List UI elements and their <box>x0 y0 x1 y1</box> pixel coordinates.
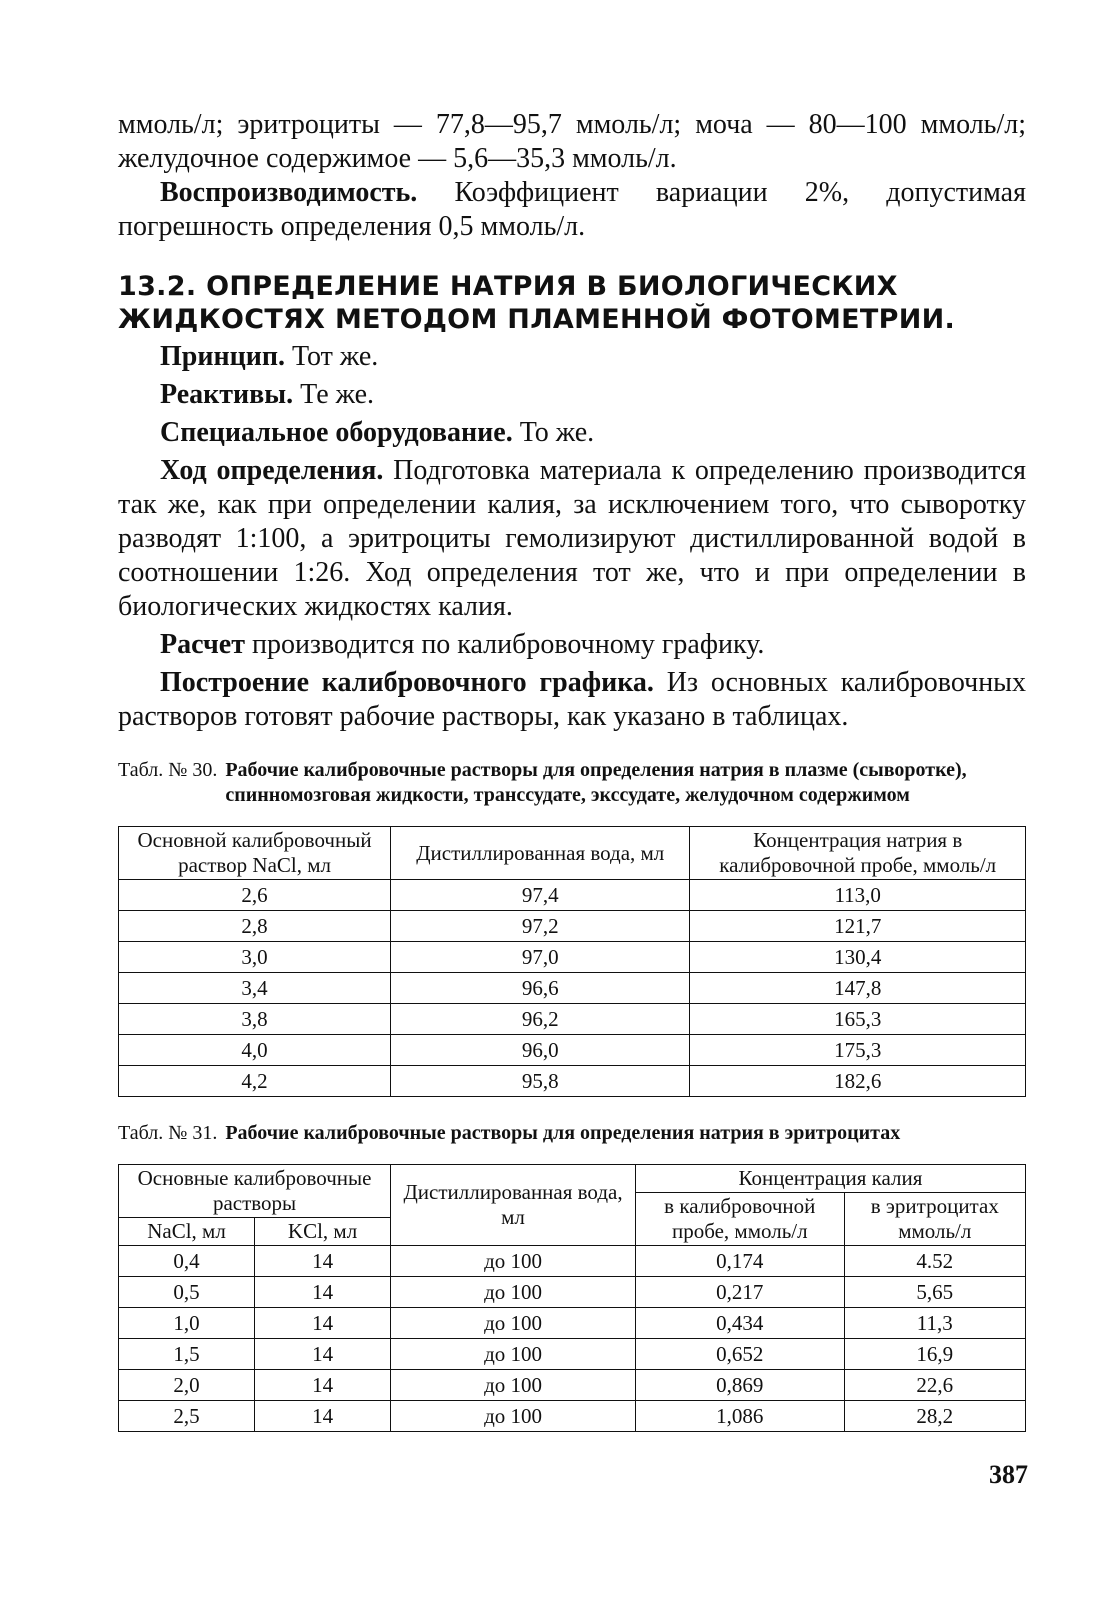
table-row <box>119 942 1026 973</box>
table-cell: 2,0 <box>119 1370 255 1401</box>
table-row <box>119 911 1026 942</box>
table30-caption <box>118 758 1026 808</box>
table-cell: 1,0 <box>119 1308 255 1339</box>
table30-label: Табл. № 30. <box>118 759 218 781</box>
table-row <box>119 1277 1026 1308</box>
table31-header-kcl: KCl, мл <box>255 1218 391 1246</box>
table-cell: до 100 <box>391 1339 636 1370</box>
table31-header-probe: в калибровочной пробе, ммоль/л <box>635 1193 844 1246</box>
text-reproducibility: Коэффициент вариации 2%, допустимая погрешность определения 0,5 ммоль/л. <box>118 177 1026 242</box>
table-cell: 28,2 <box>844 1401 1025 1432</box>
paragraph-reproducibility <box>118 176 1026 244</box>
table-row <box>119 973 1026 1004</box>
table31-header-basic: Основные калибровочные растворы <box>119 1165 391 1218</box>
table-cell: 182,6 <box>690 1066 1026 1097</box>
table-cell: 175,3 <box>690 1035 1026 1066</box>
table-cell: 14 <box>255 1277 391 1308</box>
table-cell: 3,4 <box>119 973 391 1004</box>
table-cell: 14 <box>255 1339 391 1370</box>
table31-header-row-1 <box>119 1165 1026 1193</box>
lead-reagents: Реактивы. <box>160 379 294 410</box>
table-cell: 16,9 <box>844 1339 1025 1370</box>
lead-principle: Принцип. <box>160 341 286 372</box>
text-equipment: То же. <box>512 417 595 448</box>
table-cell: 0,652 <box>635 1339 844 1370</box>
table-cell: 96,0 <box>391 1035 690 1066</box>
table-cell: 0,174 <box>635 1246 844 1277</box>
table31-header-nacl: NaCl, мл <box>119 1218 255 1246</box>
paragraph-reagents <box>118 378 1026 412</box>
page-content <box>118 108 1026 1432</box>
table-cell: 130,4 <box>690 942 1026 973</box>
table31-label: Табл. № 31. <box>118 1122 218 1144</box>
table-row <box>119 1035 1026 1066</box>
table30-header-concentration: Концентрация натрия в калибровочной пробе, ммоль/л <box>690 827 1026 880</box>
text-calibration-graph: Из основных калибровочных растворов готовят рабочие растворы, как указано в таблицах. <box>118 667 1026 732</box>
table-cell: 5,65 <box>844 1277 1025 1308</box>
lead-calculation: Расчет <box>160 629 245 660</box>
table-row <box>119 880 1026 911</box>
paragraph-reference-values: ммоль/л; эритроциты — 77,8—95,7 ммоль/л; моча — 80—100 ммоль/л; желудочное содержимое — 5,6—35,3 ммоль/л. <box>118 109 1026 174</box>
table30-header-row <box>119 827 1026 880</box>
table-cell: 4,2 <box>119 1066 391 1097</box>
table-cell: 96,2 <box>391 1004 690 1035</box>
table-row <box>119 1308 1026 1339</box>
table-cell: 0,4 <box>119 1246 255 1277</box>
page-number: 387 <box>989 1460 1028 1489</box>
lead-calibration-graph: Построение калибровочного графика. <box>160 667 654 698</box>
table31-title: Рабочие калибровочные растворы для определения натрия в эритроцитах <box>225 1122 901 1144</box>
table-cell: 11,3 <box>844 1308 1025 1339</box>
table-row <box>119 1066 1026 1097</box>
table-cell: до 100 <box>391 1370 636 1401</box>
table-cell: 4,0 <box>119 1035 391 1066</box>
table-cell: 3,0 <box>119 942 391 973</box>
table-cell: до 100 <box>391 1308 636 1339</box>
section-heading-text: 13.2. ОПРЕДЕЛЕНИЕ НАТРИЯ В БИОЛОГИЧЕСКИХ ЖИДКОСТЯХ МЕТОДОМ ПЛАМЕННОЙ ФОТОМЕТРИИ. <box>118 271 956 335</box>
table-cell: 97,2 <box>391 911 690 942</box>
table-cell: 1,5 <box>119 1339 255 1370</box>
table-cell: 95,8 <box>391 1066 690 1097</box>
table-row <box>119 1401 1026 1432</box>
paragraph-equipment <box>118 416 1026 450</box>
table-cell: 97,0 <box>391 942 690 973</box>
paragraph-principle <box>118 340 1026 374</box>
paragraph-procedure <box>118 454 1026 624</box>
table-cell: 4.52 <box>844 1246 1025 1277</box>
lead-procedure: Ход определения. <box>160 455 384 486</box>
table-cell: 2,8 <box>119 911 391 942</box>
table-row <box>119 1370 1026 1401</box>
table-cell: 97,4 <box>391 880 690 911</box>
table-cell: 2,5 <box>119 1401 255 1432</box>
table-cell: 14 <box>255 1308 391 1339</box>
table-cell: 121,7 <box>690 911 1026 942</box>
text-principle: Тот же. <box>285 341 379 372</box>
table31-caption <box>118 1121 1026 1146</box>
table-cell: 1,086 <box>635 1401 844 1432</box>
table31 <box>118 1164 1026 1432</box>
table-cell: до 100 <box>391 1277 636 1308</box>
text-calculation: производится по калибровочному графику. <box>244 629 765 660</box>
table-cell: 22,6 <box>844 1370 1025 1401</box>
table30-title: Рабочие калибровочные растворы для определения натрия в плазме (сыворотке), спинномозговая жидкости, транссудате, экссудате, желудочном содержимом <box>225 759 967 806</box>
table31-header-erythrocytes: в эритроцитах ммоль/л <box>844 1193 1025 1246</box>
table-cell: 14 <box>255 1401 391 1432</box>
table-cell: 0,217 <box>635 1277 844 1308</box>
text-procedure: Подготовка материала к определению производится так же, как при определении калия, за исключением того, что сыворотку разводят 1:100, а эритроциты гемолизируют дистиллированной водой в соотношении 1:26. Ход определения тот же, что и при определении в биологических жидкостях калия. <box>118 455 1027 622</box>
table-cell: до 100 <box>391 1246 636 1277</box>
table31-header-concentration: Концентрация калия <box>635 1165 1025 1193</box>
table-cell: 147,8 <box>690 973 1026 1004</box>
table-cell: 0,5 <box>119 1277 255 1308</box>
table-cell: 14 <box>255 1246 391 1277</box>
table-cell: 0,869 <box>635 1370 844 1401</box>
table31-header-water: Дистиллированная вода, мл <box>391 1165 636 1246</box>
lead-equipment: Специальное оборудование. <box>160 417 513 448</box>
table-cell: до 100 <box>391 1401 636 1432</box>
table30-header-water: Дистиллированная вода, мл <box>391 827 690 880</box>
table-cell: 165,3 <box>690 1004 1026 1035</box>
table30-header-nacl: Основной калибровочный раствор NaCl, мл <box>119 827 391 880</box>
table-cell: 96,6 <box>391 973 690 1004</box>
paragraph-calibration-graph <box>118 666 1026 734</box>
lead-reproducibility: Воспроизводимость. <box>160 177 418 208</box>
table-cell: 2,6 <box>119 880 391 911</box>
table-row <box>119 1339 1026 1370</box>
table-cell: 14 <box>255 1370 391 1401</box>
table-cell: 3,8 <box>119 1004 391 1035</box>
section-heading <box>118 270 1026 336</box>
table-cell: 0,434 <box>635 1308 844 1339</box>
text-reagents: Те же. <box>293 379 375 410</box>
table-cell: 113,0 <box>690 880 1026 911</box>
table30 <box>118 826 1026 1097</box>
table-row <box>119 1246 1026 1277</box>
paragraph-calculation <box>118 628 1026 662</box>
table-row <box>119 1004 1026 1035</box>
